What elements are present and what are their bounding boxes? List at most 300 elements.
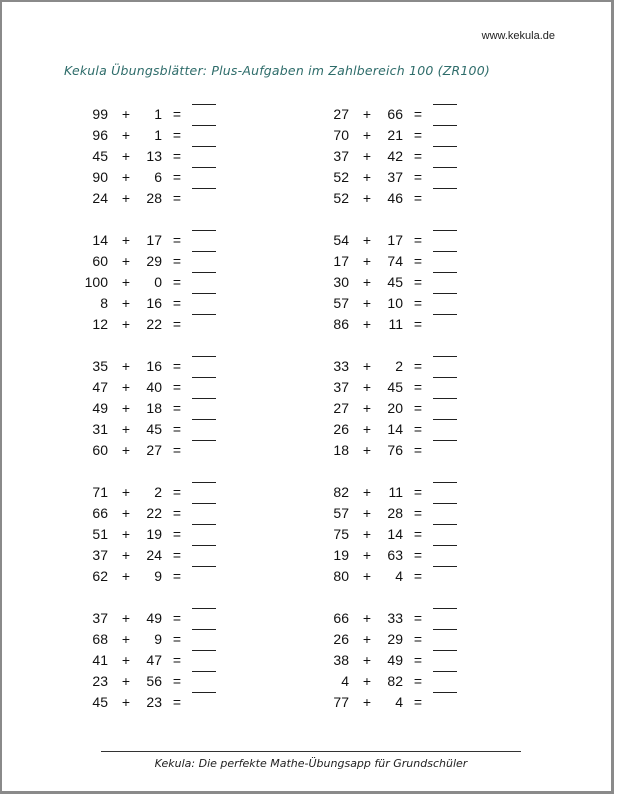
equals-sign: = xyxy=(413,442,423,458)
first-addend: 45 xyxy=(92,148,108,164)
plus-sign: + xyxy=(121,358,131,374)
worksheet-title: Kekula Übungsblätter: Plus-Aufgaben im Zahlbereich 100 (ZR100) xyxy=(64,63,490,78)
equals-sign: = xyxy=(172,526,182,542)
equals-sign: = xyxy=(413,400,423,416)
first-addend: 66 xyxy=(92,505,108,521)
second-addend: 10 xyxy=(387,295,403,311)
equals-sign: = xyxy=(172,400,182,416)
equals-sign: = xyxy=(172,232,182,248)
answer-blank[interactable] xyxy=(192,692,216,693)
first-addend: 17 xyxy=(333,253,349,269)
second-addend: 19 xyxy=(146,526,162,542)
equals-sign: = xyxy=(413,379,423,395)
addition-problem xyxy=(309,440,499,461)
first-addend: 68 xyxy=(92,631,108,647)
plus-sign: + xyxy=(121,190,131,206)
first-addend: 57 xyxy=(333,295,349,311)
equals-sign: = xyxy=(413,190,423,206)
problem-group xyxy=(309,230,499,335)
first-addend: 45 xyxy=(92,694,108,710)
equals-sign: = xyxy=(172,379,182,395)
answer-blank[interactable] xyxy=(433,251,457,252)
plus-sign: + xyxy=(121,505,131,521)
plus-sign: + xyxy=(121,442,131,458)
first-addend: 52 xyxy=(333,190,349,206)
second-addend: 82 xyxy=(387,673,403,689)
first-addend: 77 xyxy=(333,694,349,710)
first-addend: 27 xyxy=(333,400,349,416)
answer-blank[interactable] xyxy=(192,503,216,504)
equals-sign: = xyxy=(172,253,182,269)
equals-sign: = xyxy=(413,694,423,710)
answer-blank[interactable] xyxy=(433,629,457,630)
first-addend: 26 xyxy=(333,421,349,437)
plus-sign: + xyxy=(362,610,372,626)
answer-blank[interactable] xyxy=(192,524,216,525)
equals-sign: = xyxy=(413,358,423,374)
second-addend: 66 xyxy=(387,106,403,122)
plus-sign: + xyxy=(121,631,131,647)
equals-sign: = xyxy=(172,610,182,626)
addition-problem xyxy=(309,671,499,692)
equals-sign: = xyxy=(172,316,182,332)
answer-blank[interactable] xyxy=(192,629,216,630)
second-addend: 17 xyxy=(387,232,403,248)
first-addend: 54 xyxy=(333,232,349,248)
second-addend: 4 xyxy=(395,568,403,584)
plus-sign: + xyxy=(362,253,372,269)
first-addend: 49 xyxy=(92,400,108,416)
first-addend: 51 xyxy=(92,526,108,542)
plus-sign: + xyxy=(121,547,131,563)
first-addend: 30 xyxy=(333,274,349,290)
plus-sign: + xyxy=(362,673,372,689)
first-addend: 100 xyxy=(84,274,108,290)
plus-sign: + xyxy=(362,694,372,710)
plus-sign: + xyxy=(362,358,372,374)
second-addend: 49 xyxy=(146,610,162,626)
equals-sign: = xyxy=(172,442,182,458)
addition-problem xyxy=(68,503,258,524)
answer-blank[interactable] xyxy=(433,545,457,546)
equals-sign: = xyxy=(172,148,182,164)
first-addend: 82 xyxy=(333,484,349,500)
answer-blank[interactable] xyxy=(192,482,216,483)
answer-blank[interactable] xyxy=(192,230,216,231)
plus-sign: + xyxy=(121,169,131,185)
addition-problem xyxy=(309,398,499,419)
problem-group xyxy=(68,104,258,209)
second-addend: 4 xyxy=(395,694,403,710)
first-addend: 26 xyxy=(333,631,349,647)
plus-sign: + xyxy=(362,526,372,542)
first-addend: 57 xyxy=(333,505,349,521)
plus-sign: + xyxy=(362,631,372,647)
plus-sign: + xyxy=(362,505,372,521)
addition-problem xyxy=(309,692,499,713)
equals-sign: = xyxy=(413,232,423,248)
plus-sign: + xyxy=(121,106,131,122)
first-addend: 33 xyxy=(333,358,349,374)
plus-sign: + xyxy=(121,148,131,164)
addition-problem xyxy=(68,104,258,125)
problem-group xyxy=(68,230,258,335)
answer-blank[interactable] xyxy=(433,524,457,525)
addition-problem xyxy=(309,272,499,293)
first-addend: 90 xyxy=(92,169,108,185)
equals-sign: = xyxy=(413,106,423,122)
first-addend: 99 xyxy=(92,106,108,122)
plus-sign: + xyxy=(121,232,131,248)
first-addend: 8 xyxy=(100,295,108,311)
answer-blank[interactable] xyxy=(433,188,457,189)
equals-sign: = xyxy=(413,421,423,437)
plus-sign: + xyxy=(362,169,372,185)
equals-sign: = xyxy=(413,673,423,689)
addition-problem xyxy=(309,230,499,251)
equals-sign: = xyxy=(172,106,182,122)
second-addend: 23 xyxy=(146,694,162,710)
equals-sign: = xyxy=(413,568,423,584)
second-addend: 74 xyxy=(387,253,403,269)
plus-sign: + xyxy=(362,421,372,437)
equals-sign: = xyxy=(172,673,182,689)
plus-sign: + xyxy=(362,484,372,500)
first-addend: 47 xyxy=(92,379,108,395)
answer-blank[interactable] xyxy=(192,125,216,126)
answer-blank[interactable] xyxy=(433,692,457,693)
addition-problem xyxy=(309,251,499,272)
first-addend: 37 xyxy=(333,379,349,395)
addition-problem xyxy=(68,167,258,188)
addition-problem xyxy=(68,146,258,167)
addition-problem xyxy=(68,566,258,587)
plus-sign: + xyxy=(362,295,372,311)
answer-blank[interactable] xyxy=(192,671,216,672)
addition-problem xyxy=(68,272,258,293)
problem-group xyxy=(309,482,499,587)
second-addend: 46 xyxy=(387,190,403,206)
answer-blank[interactable] xyxy=(433,272,457,273)
plus-sign: + xyxy=(121,379,131,395)
equals-sign: = xyxy=(413,148,423,164)
second-addend: 63 xyxy=(387,547,403,563)
answer-blank[interactable] xyxy=(192,167,216,168)
equals-sign: = xyxy=(413,316,423,332)
answer-blank[interactable] xyxy=(433,125,457,126)
addition-problem xyxy=(309,167,499,188)
first-addend: 27 xyxy=(333,106,349,122)
addition-problem xyxy=(68,440,258,461)
answer-blank[interactable] xyxy=(433,650,457,651)
plus-sign: + xyxy=(362,127,372,143)
equals-sign: = xyxy=(413,169,423,185)
addition-problem xyxy=(68,230,258,251)
addition-problem xyxy=(309,629,499,650)
second-addend: 29 xyxy=(146,253,162,269)
problem-group xyxy=(309,104,499,209)
equals-sign: = xyxy=(172,631,182,647)
plus-sign: + xyxy=(362,568,372,584)
answer-blank[interactable] xyxy=(433,356,457,357)
equals-sign: = xyxy=(172,652,182,668)
answer-blank[interactable] xyxy=(192,440,216,441)
problem-group xyxy=(68,482,258,587)
equals-sign: = xyxy=(413,253,423,269)
plus-sign: + xyxy=(362,547,372,563)
second-addend: 14 xyxy=(387,526,403,542)
first-addend: 70 xyxy=(333,127,349,143)
addition-problem xyxy=(68,293,258,314)
plus-sign: + xyxy=(362,379,372,395)
addition-problem xyxy=(68,377,258,398)
second-addend: 6 xyxy=(154,169,162,185)
plus-sign: + xyxy=(362,232,372,248)
plus-sign: + xyxy=(121,316,131,332)
answer-blank[interactable] xyxy=(192,608,216,609)
answer-blank[interactable] xyxy=(433,314,457,315)
addition-problem xyxy=(309,419,499,440)
answer-blank[interactable] xyxy=(433,566,457,567)
second-addend: 76 xyxy=(387,442,403,458)
answer-blank[interactable] xyxy=(192,398,216,399)
second-addend: 2 xyxy=(395,358,403,374)
equals-sign: = xyxy=(172,169,182,185)
addition-problem xyxy=(68,125,258,146)
second-addend: 49 xyxy=(387,652,403,668)
second-addend: 28 xyxy=(146,190,162,206)
plus-sign: + xyxy=(121,253,131,269)
second-addend: 1 xyxy=(154,127,162,143)
addition-problem xyxy=(309,545,499,566)
second-addend: 29 xyxy=(387,631,403,647)
second-addend: 45 xyxy=(387,274,403,290)
first-addend: 80 xyxy=(333,568,349,584)
addition-problem xyxy=(68,629,258,650)
answer-blank[interactable] xyxy=(192,377,216,378)
addition-problem xyxy=(309,482,499,503)
problem-column-left xyxy=(68,104,258,734)
first-addend: 24 xyxy=(92,190,108,206)
second-addend: 47 xyxy=(146,652,162,668)
problem-group xyxy=(309,356,499,461)
plus-sign: + xyxy=(362,442,372,458)
answer-blank[interactable] xyxy=(192,188,216,189)
addition-problem xyxy=(68,251,258,272)
plus-sign: + xyxy=(362,106,372,122)
first-addend: 12 xyxy=(92,316,108,332)
first-addend: 14 xyxy=(92,232,108,248)
addition-problem xyxy=(68,671,258,692)
equals-sign: = xyxy=(172,694,182,710)
plus-sign: + xyxy=(121,652,131,668)
equals-sign: = xyxy=(172,547,182,563)
plus-sign: + xyxy=(121,484,131,500)
first-addend: 37 xyxy=(333,148,349,164)
plus-sign: + xyxy=(121,568,131,584)
equals-sign: = xyxy=(172,421,182,437)
answer-blank[interactable] xyxy=(433,608,457,609)
answer-blank[interactable] xyxy=(433,167,457,168)
answer-blank[interactable] xyxy=(433,482,457,483)
second-addend: 22 xyxy=(146,316,162,332)
equals-sign: = xyxy=(172,295,182,311)
answer-blank[interactable] xyxy=(192,314,216,315)
addition-problem xyxy=(309,608,499,629)
answer-blank[interactable] xyxy=(433,419,457,420)
second-addend: 16 xyxy=(146,358,162,374)
first-addend: 23 xyxy=(92,673,108,689)
answer-blank[interactable] xyxy=(433,440,457,441)
addition-problem xyxy=(309,125,499,146)
footer-divider xyxy=(101,751,521,752)
first-addend: 66 xyxy=(333,610,349,626)
second-addend: 22 xyxy=(146,505,162,521)
plus-sign: + xyxy=(121,610,131,626)
addition-problem xyxy=(68,692,258,713)
answer-blank[interactable] xyxy=(192,419,216,420)
addition-problem xyxy=(68,524,258,545)
plus-sign: + xyxy=(121,127,131,143)
second-addend: 33 xyxy=(387,610,403,626)
plus-sign: + xyxy=(362,148,372,164)
answer-blank[interactable] xyxy=(433,503,457,504)
first-addend: 75 xyxy=(333,526,349,542)
answer-blank[interactable] xyxy=(433,671,457,672)
answer-blank[interactable] xyxy=(192,251,216,252)
first-addend: 37 xyxy=(92,547,108,563)
answer-blank[interactable] xyxy=(192,356,216,357)
first-addend: 60 xyxy=(92,442,108,458)
equals-sign: = xyxy=(413,610,423,626)
equals-sign: = xyxy=(172,484,182,500)
addition-problem xyxy=(309,377,499,398)
equals-sign: = xyxy=(172,358,182,374)
answer-blank[interactable] xyxy=(433,293,457,294)
second-addend: 9 xyxy=(154,631,162,647)
answer-blank[interactable] xyxy=(192,272,216,273)
first-addend: 86 xyxy=(333,316,349,332)
equals-sign: = xyxy=(413,631,423,647)
addition-problem xyxy=(309,188,499,209)
second-addend: 27 xyxy=(146,442,162,458)
equals-sign: = xyxy=(413,526,423,542)
second-addend: 45 xyxy=(146,421,162,437)
second-addend: 17 xyxy=(146,232,162,248)
plus-sign: + xyxy=(121,274,131,290)
first-addend: 4 xyxy=(341,673,349,689)
first-addend: 38 xyxy=(333,652,349,668)
plus-sign: + xyxy=(121,295,131,311)
first-addend: 52 xyxy=(333,169,349,185)
answer-blank[interactable] xyxy=(433,377,457,378)
second-addend: 40 xyxy=(146,379,162,395)
second-addend: 18 xyxy=(146,400,162,416)
answer-blank[interactable] xyxy=(192,146,216,147)
plus-sign: + xyxy=(362,652,372,668)
site-url: www.kekula.de xyxy=(481,30,555,42)
second-addend: 37 xyxy=(387,169,403,185)
answer-blank[interactable] xyxy=(192,293,216,294)
plus-sign: + xyxy=(121,526,131,542)
second-addend: 28 xyxy=(387,505,403,521)
answer-blank[interactable] xyxy=(433,104,457,105)
second-addend: 42 xyxy=(387,148,403,164)
addition-problem xyxy=(309,503,499,524)
second-addend: 0 xyxy=(154,274,162,290)
second-addend: 1 xyxy=(154,106,162,122)
equals-sign: = xyxy=(413,295,423,311)
addition-problem xyxy=(68,398,258,419)
addition-problem xyxy=(68,356,258,377)
first-addend: 37 xyxy=(92,610,108,626)
first-addend: 41 xyxy=(92,652,108,668)
second-addend: 24 xyxy=(146,547,162,563)
second-addend: 56 xyxy=(146,673,162,689)
second-addend: 9 xyxy=(154,568,162,584)
addition-problem xyxy=(68,188,258,209)
first-addend: 96 xyxy=(92,127,108,143)
addition-problem xyxy=(68,482,258,503)
addition-problem xyxy=(309,524,499,545)
plus-sign: + xyxy=(362,400,372,416)
equals-sign: = xyxy=(172,190,182,206)
second-addend: 13 xyxy=(146,148,162,164)
second-addend: 14 xyxy=(387,421,403,437)
equals-sign: = xyxy=(413,505,423,521)
answer-blank[interactable] xyxy=(433,230,457,231)
equals-sign: = xyxy=(413,547,423,563)
answer-blank[interactable] xyxy=(192,104,216,105)
equals-sign: = xyxy=(172,274,182,290)
plus-sign: + xyxy=(121,421,131,437)
equals-sign: = xyxy=(172,127,182,143)
first-addend: 31 xyxy=(92,421,108,437)
addition-problem xyxy=(68,650,258,671)
plus-sign: + xyxy=(362,274,372,290)
addition-problem xyxy=(309,356,499,377)
second-addend: 11 xyxy=(388,484,403,500)
problem-group xyxy=(309,608,499,713)
first-addend: 35 xyxy=(92,358,108,374)
equals-sign: = xyxy=(413,274,423,290)
answer-blank[interactable] xyxy=(433,146,457,147)
answer-blank[interactable] xyxy=(192,566,216,567)
first-addend: 60 xyxy=(92,253,108,269)
answer-blank[interactable] xyxy=(192,545,216,546)
second-addend: 21 xyxy=(387,127,403,143)
second-addend: 2 xyxy=(154,484,162,500)
plus-sign: + xyxy=(121,400,131,416)
addition-problem xyxy=(309,566,499,587)
addition-problem xyxy=(309,314,499,335)
addition-problem xyxy=(309,293,499,314)
second-addend: 11 xyxy=(388,316,403,332)
addition-problem xyxy=(309,104,499,125)
footer-tagline: Kekula: Die perfekte Mathe-Übungsapp für Grundschüler xyxy=(154,757,468,770)
addition-problem xyxy=(68,314,258,335)
plus-sign: + xyxy=(121,673,131,689)
second-addend: 20 xyxy=(387,400,403,416)
second-addend: 45 xyxy=(387,379,403,395)
answer-blank[interactable] xyxy=(192,650,216,651)
problem-group xyxy=(68,356,258,461)
first-addend: 19 xyxy=(333,547,349,563)
equals-sign: = xyxy=(413,127,423,143)
equals-sign: = xyxy=(172,505,182,521)
answer-blank[interactable] xyxy=(433,398,457,399)
equals-sign: = xyxy=(413,484,423,500)
